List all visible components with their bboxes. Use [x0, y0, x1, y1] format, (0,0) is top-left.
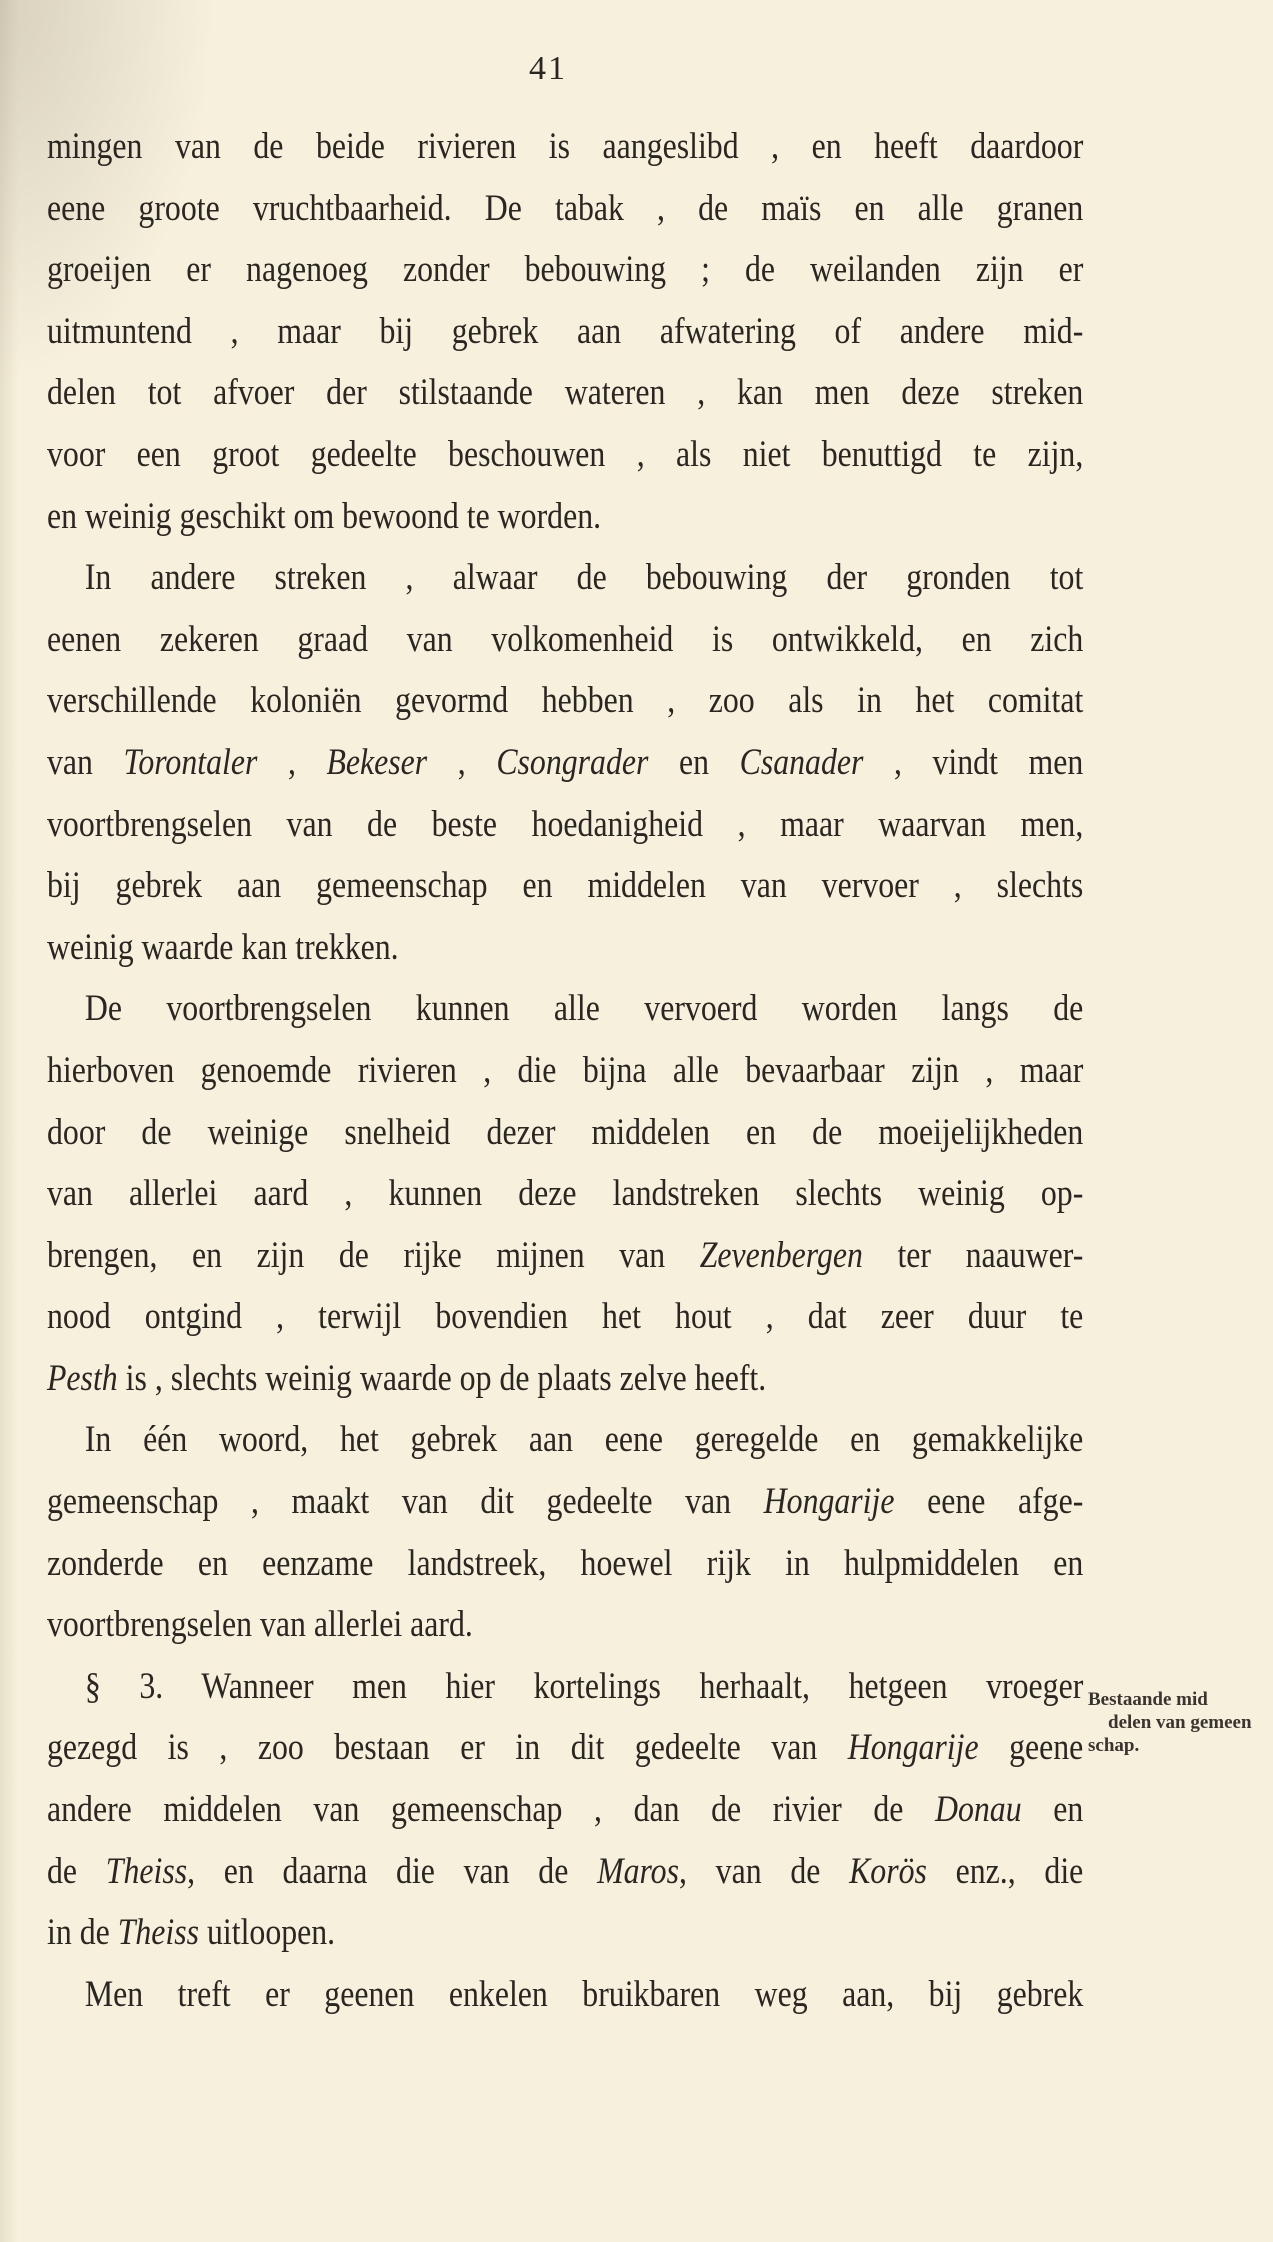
text-line: eenen zekeren graad van volkomenheid is ontwikkeld, en zich	[47, 618, 1084, 660]
text-segment: uitloopen.	[199, 1912, 336, 1954]
text-line: groeijen er nagenoeg zonder bebouwing ; de weilanden zijn er	[47, 249, 1084, 291]
text-segment: geene	[978, 1727, 1084, 1769]
margin-note-line: schap.	[1088, 1735, 1140, 1756]
text-line: zonderde en eenzame landstreek, hoewel rijk in hulpmiddelen en	[47, 1542, 1084, 1584]
text-line	[47, 732, 1083, 794]
text-line: De voortbrengselen kunnen alle vervoerd worden langs de	[84, 988, 1084, 1030]
text-line: hierboven genoemde rivieren , die bijna alle bevaarbaar zijn , maar	[47, 1049, 1084, 1091]
text-line: delen tot afvoer der stilstaande wateren , kan men deze streken	[47, 372, 1084, 414]
text-line	[47, 1717, 1083, 1779]
italic-name: Torontaler	[123, 741, 258, 783]
text-segment: ,	[257, 741, 327, 783]
text-line: en weinig geschikt om bewoond te worden.	[47, 495, 602, 537]
italic-name: Theiss	[105, 1850, 188, 1892]
italic-name: Zevenbergen	[699, 1234, 863, 1276]
text-line: mingen van de beide rivieren is aangeslibd , en heeft daardoor	[47, 126, 1084, 167]
text-line	[47, 1348, 1083, 1410]
italic-name: Pesth	[47, 1357, 118, 1399]
text-segment: enz., die	[926, 1850, 1084, 1892]
italic-name: Hongarije	[763, 1481, 895, 1523]
text-line: nood ontgind , terwijl bovendien het hout , dat zeer duur te	[47, 1296, 1084, 1338]
text-segment: eene afge-	[894, 1481, 1084, 1523]
text-segment: , van de	[678, 1850, 850, 1892]
text-segment: de	[47, 1850, 106, 1892]
italic-name: Korös	[849, 1850, 927, 1892]
text-line	[47, 1225, 1083, 1287]
margin-note-line: delen van gemeen	[1108, 1712, 1252, 1733]
margin-note	[1088, 1688, 1273, 1757]
text-segment: ter naauwer-	[862, 1234, 1084, 1276]
italic-name: Theiss	[117, 1912, 200, 1954]
text-line	[47, 1841, 1083, 1903]
text-line: van allerlei aard , kunnen deze landstreken slechts weinig op-	[47, 1173, 1084, 1215]
italic-name: Csongrader	[496, 741, 649, 783]
italic-name: Hongarije	[847, 1727, 979, 1769]
text-line: voortbrengselen van de beste hoedanigheid , maar waarvan men,	[47, 803, 1084, 845]
text-segment: gezegd is , zoo bestaan er in dit gedeelte van	[47, 1727, 848, 1769]
italic-name: Bekeser	[326, 741, 428, 783]
text-segment: en	[1021, 1789, 1084, 1831]
text-line: uitmuntend , maar bij gebrek aan afwatering of andere mid-	[47, 310, 1084, 352]
text-line: § 3. Wanneer men hier kortelings herhaalt, hetgeen vroeger	[84, 1665, 1084, 1707]
text-segment: , en daarna die van de	[187, 1850, 598, 1892]
text-segment: ,	[427, 741, 497, 783]
text-line: weinig waarde kan trekken.	[47, 926, 399, 968]
text-line: In één woord, het gebrek aan eene geregelde en gemakkelijke	[84, 1419, 1084, 1461]
text-line: Men treft er geenen enkelen bruikbaren weg aan, bij gebrek	[84, 1973, 1084, 2015]
text-line: verschillende koloniën gevormd hebben , zoo als in het comitat	[47, 680, 1084, 722]
margin-note-line: Bestaande mid	[1088, 1689, 1208, 1710]
italic-name: Donau	[934, 1789, 1022, 1831]
text-segment: en	[648, 741, 740, 783]
text-segment: gemeenschap , maakt van dit gedeelte van	[47, 1481, 764, 1523]
text-segment: van	[47, 741, 124, 783]
text-line: voor een groot gedeelte beschouwen , als niet benuttigd te zijn,	[47, 433, 1084, 475]
text-line: In andere streken , alwaar de bebouwing der gronden tot	[84, 557, 1084, 599]
page-number: 41	[529, 50, 567, 87]
text-segment: is , slechts weinig waarde op de plaats zelve heeft.	[117, 1357, 767, 1399]
text-line: door de weinige snelheid dezer middelen en de moeijelijkheden	[47, 1111, 1084, 1153]
text-line: bij gebrek aan gemeenschap en middelen van vervoer , slechts	[47, 865, 1084, 907]
text-segment: in de	[47, 1912, 118, 1954]
text-segment: brengen, en zijn de rijke mijnen van	[47, 1234, 700, 1276]
body-text	[47, 116, 1083, 2025]
italic-name: Maros	[597, 1850, 679, 1892]
italic-name: Csanader	[739, 741, 864, 783]
text-line	[47, 1902, 1083, 1964]
text-segment: andere middelen van gemeenschap , dan de rivier de	[47, 1789, 935, 1831]
text-line: eene groote vruchtbaarheid. De tabak , de maïs en alle granen	[47, 187, 1084, 229]
text-line: voortbrengselen van allerlei aard.	[47, 1604, 473, 1646]
text-line	[47, 1779, 1083, 1841]
text-line	[47, 1471, 1083, 1533]
text-segment: , vindt men	[863, 741, 1084, 783]
